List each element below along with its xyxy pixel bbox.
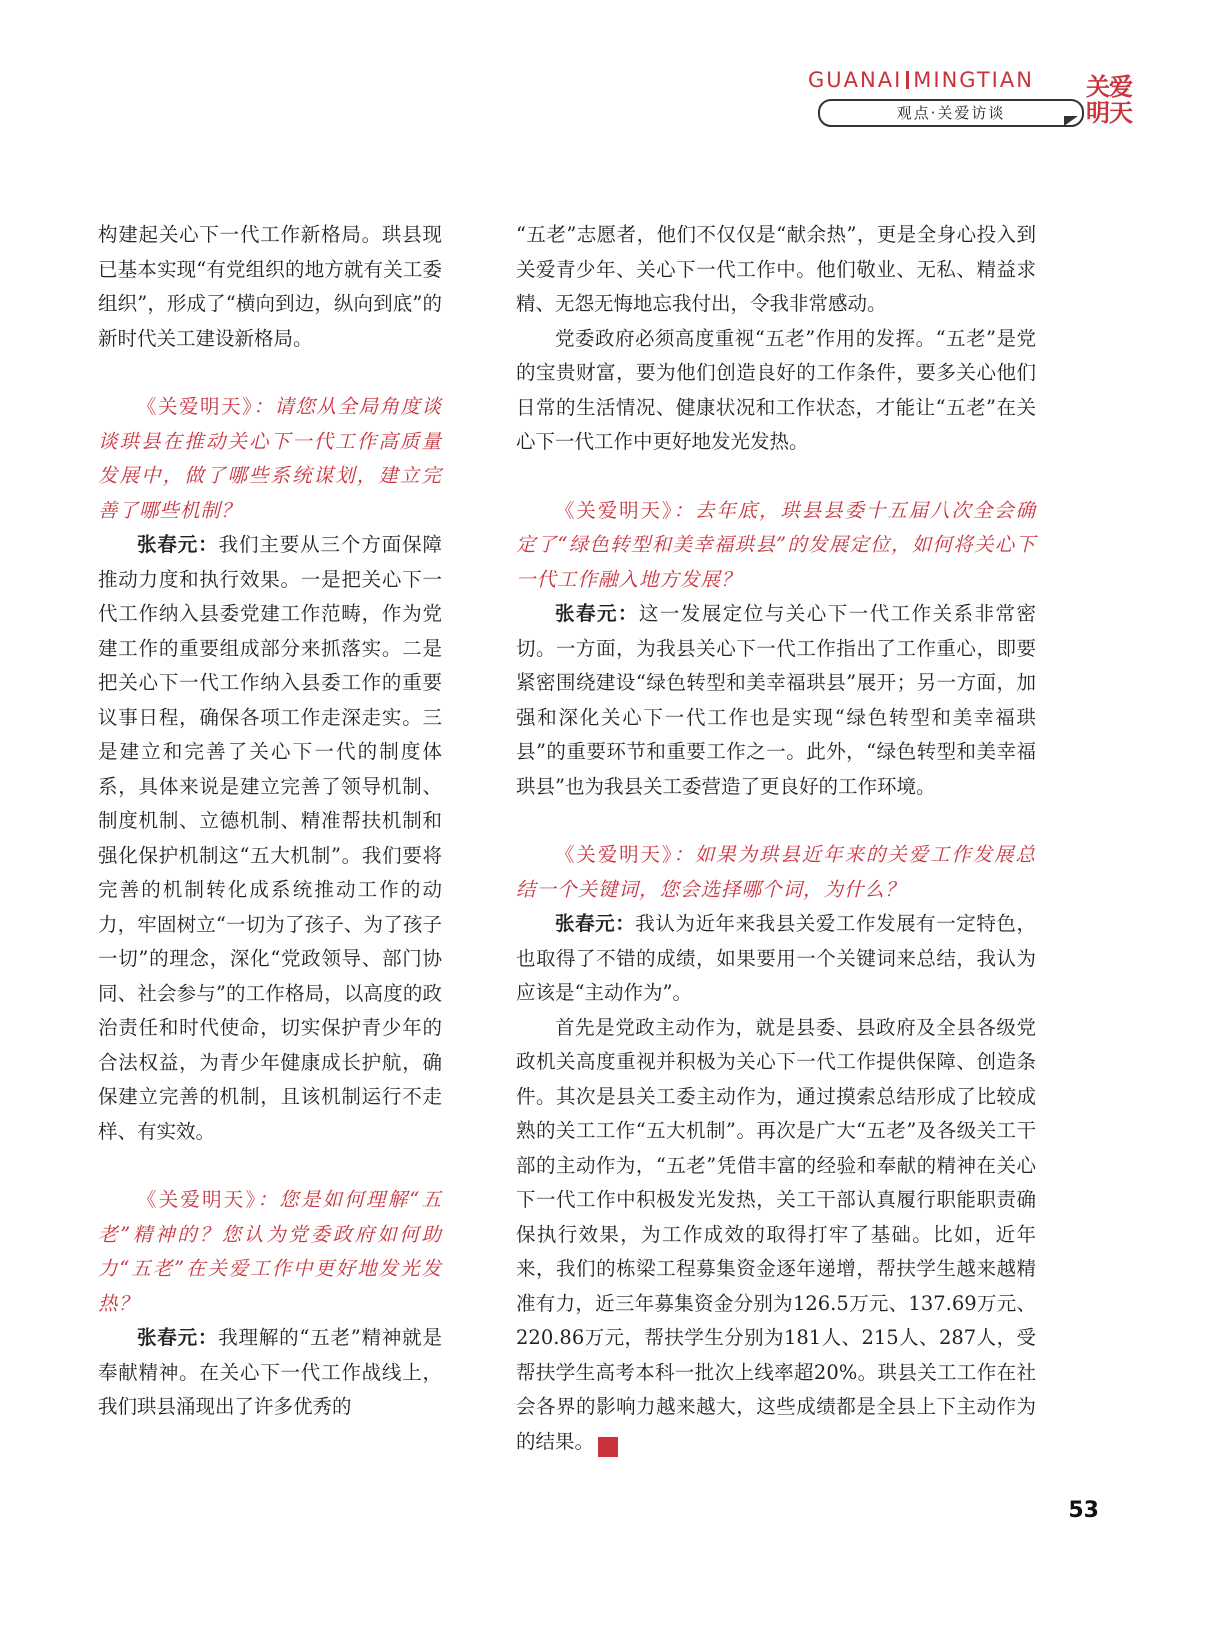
paragraph: “五老”志愿者，他们不仅仅是“献余热”，更是全身心投入到关爱青少年、关心下一代工作中。他们敬业、无私、精益求精、无怨无悔地忘我付出，令我非常感动。 [516, 223, 1036, 315]
left-column [98, 218, 442, 1425]
interview-question [98, 1183, 442, 1321]
interview-answer [516, 597, 1036, 804]
question-text: ：您是如何理解“五老”精神的？您认为党委政府如何助力“五老”在关爱工作中更好地发光发热？ [98, 1188, 442, 1315]
magazine-header [808, 68, 1193, 138]
paragraph: 党委政府必须高度重视“五老”作用的发挥。“五老”是党的宝贵财富，要为他们创造良好的工作条件，要多关心他们日常的生活情况、健康状况和工作状态，才能让“五老”在关心下一代工作中更好地发光发热。 [516, 326, 1036, 453]
question-text: ：去年底，珙县县委十五届八次全会确定了“绿色转型和美幸福珙县”的发展定位，如何将关心下一代工作融入地方发展？ [516, 498, 1036, 591]
speaker-name: 张春元： [555, 602, 639, 625]
paragraph-text: 首先是党政主动作为，就是县委、县政府及全县各级党政机关高度重视并积极为关心下一代工作提供保障、创造条件。其次是县关工委主动作为，通过摸索总结形成了比较成熟的关工工作“五大机制”。再次是广大“五老”及各级关工干部的主动作为，“五老”凭借丰富的经验和奉献的精神在关心下一代工作中积极发光发热，关工干部认真履行职能职责确保执行效果，为工作成效的取得打牢了基础。比如，近年来，我们的栋梁工程募集资金逐年递增，帮扶学生越来越精准有力，近三年募集资金分别为126.5万元、137.69万元、220.86万元，帮扶学生分别为181人、215人、287人，受帮扶学生高考本科一批次上线率超20%。珙县关工工作在社会各界的影响力越来越大，这些成绩都是全县上下主动作为的结果。 [516, 1015, 1036, 1453]
interview-answer [98, 528, 442, 1149]
brand-logo-chinese [1086, 74, 1134, 126]
question-source: 《关爱明天》 [137, 1188, 258, 1211]
answer-text: 我认为近年来我县关爱工作发展有一定特色，也取得了不错的成绩，如果要用一个关键词来总结，我认为应该是“主动作为”。 [516, 912, 1036, 1004]
speaker-name: 张春元： [137, 533, 219, 556]
brand-divider [906, 71, 909, 89]
interview-question [516, 838, 1036, 907]
interview-answer [516, 907, 1036, 1011]
brand-cn-line2: 明天 [1086, 99, 1132, 127]
question-source: 《关爱明天》 [137, 395, 254, 418]
interview-answer [98, 1321, 442, 1425]
brand-english [808, 68, 1034, 92]
answer-text: 我们主要从三个方面保障推动力度和执行效果。一是把关心下一代工作纳入县委党建工作范畴，作为党建工作的重要组成部分来抓落实。二是把关心下一代工作纳入县委工作的重要议事日程，确保各项工作走深走实。三是建立和完善了关心下一代的制度体系，具体来说是建立完善了领导机制、制度机制、立德机制、精准帮扶机制和强化保护机制这“五大机制”。我们要将完善的机制转化成系统推动工作的动力，牢固树立“一切为了孩子、为了孩子一切”的理念，深化“党政领导、部门协同、社会参与”的工作格局，以高度的政治责任和时代使命，切实保护青少年的合法权益，为青少年健康成长护航，确保建立完善的机制，且该机制运行不走样、有实效。 [98, 533, 442, 1143]
section-tagline: 观点·关爱访谈 [818, 99, 1084, 127]
paragraph: 构建起关心下一代工作新格局。珙县现已基本实现“有党组织的地方就有关工委组织”，形成了“横向到边，纵向到底”的新时代关工建设新格局。 [98, 223, 442, 350]
question-text: ：如果为珙县近年来的关爱工作发展总结一个关键词，您会选择哪个词，为什么？ [516, 843, 1036, 901]
brand-right: MINGTIAN [913, 68, 1034, 92]
speaker-name: 张春元： [137, 1326, 219, 1349]
end-of-article-icon: 关 [598, 1437, 618, 1457]
question-source: 《关爱明天》 [555, 843, 674, 866]
paragraph [516, 1011, 1036, 1460]
answer-text: 我理解的“五老”精神就是奉献精神。在关心下一代工作战线上，我们珙县涌现出了许多优秀的 [98, 1326, 442, 1418]
question-source: 《关爱明天》 [555, 498, 674, 522]
brand-cn-line1: 关爱 [1086, 73, 1132, 101]
answer-text: 这一发展定位与关心下一代工作关系非常密切。一方面，为我县关心下一代工作指出了工作重心，即要紧密围绕建设“绿色转型和美幸福珙县”展开；另一方面，加强和深化关心下一代工作也是实现“绿色转型和美幸福珙县”的重要环节和重要工作之一。此外，“绿色转型和美幸福珙县”也为我县关工委营造了更良好的工作环境。 [516, 602, 1036, 798]
right-column [516, 218, 1036, 1459]
speaker-name: 张春元： [555, 912, 636, 935]
interview-question [516, 494, 1036, 598]
speech-bubble-tail [1064, 116, 1078, 126]
interview-question [98, 390, 442, 528]
question-text: ：请您从全局角度谈谈珙县在推动关心下一代工作高质量发展中，做了哪些系统谋划，建立完善了哪些机制？ [98, 395, 442, 522]
brand-left: GUANAI [808, 68, 903, 92]
page-number: 53 [1068, 1498, 1099, 1523]
